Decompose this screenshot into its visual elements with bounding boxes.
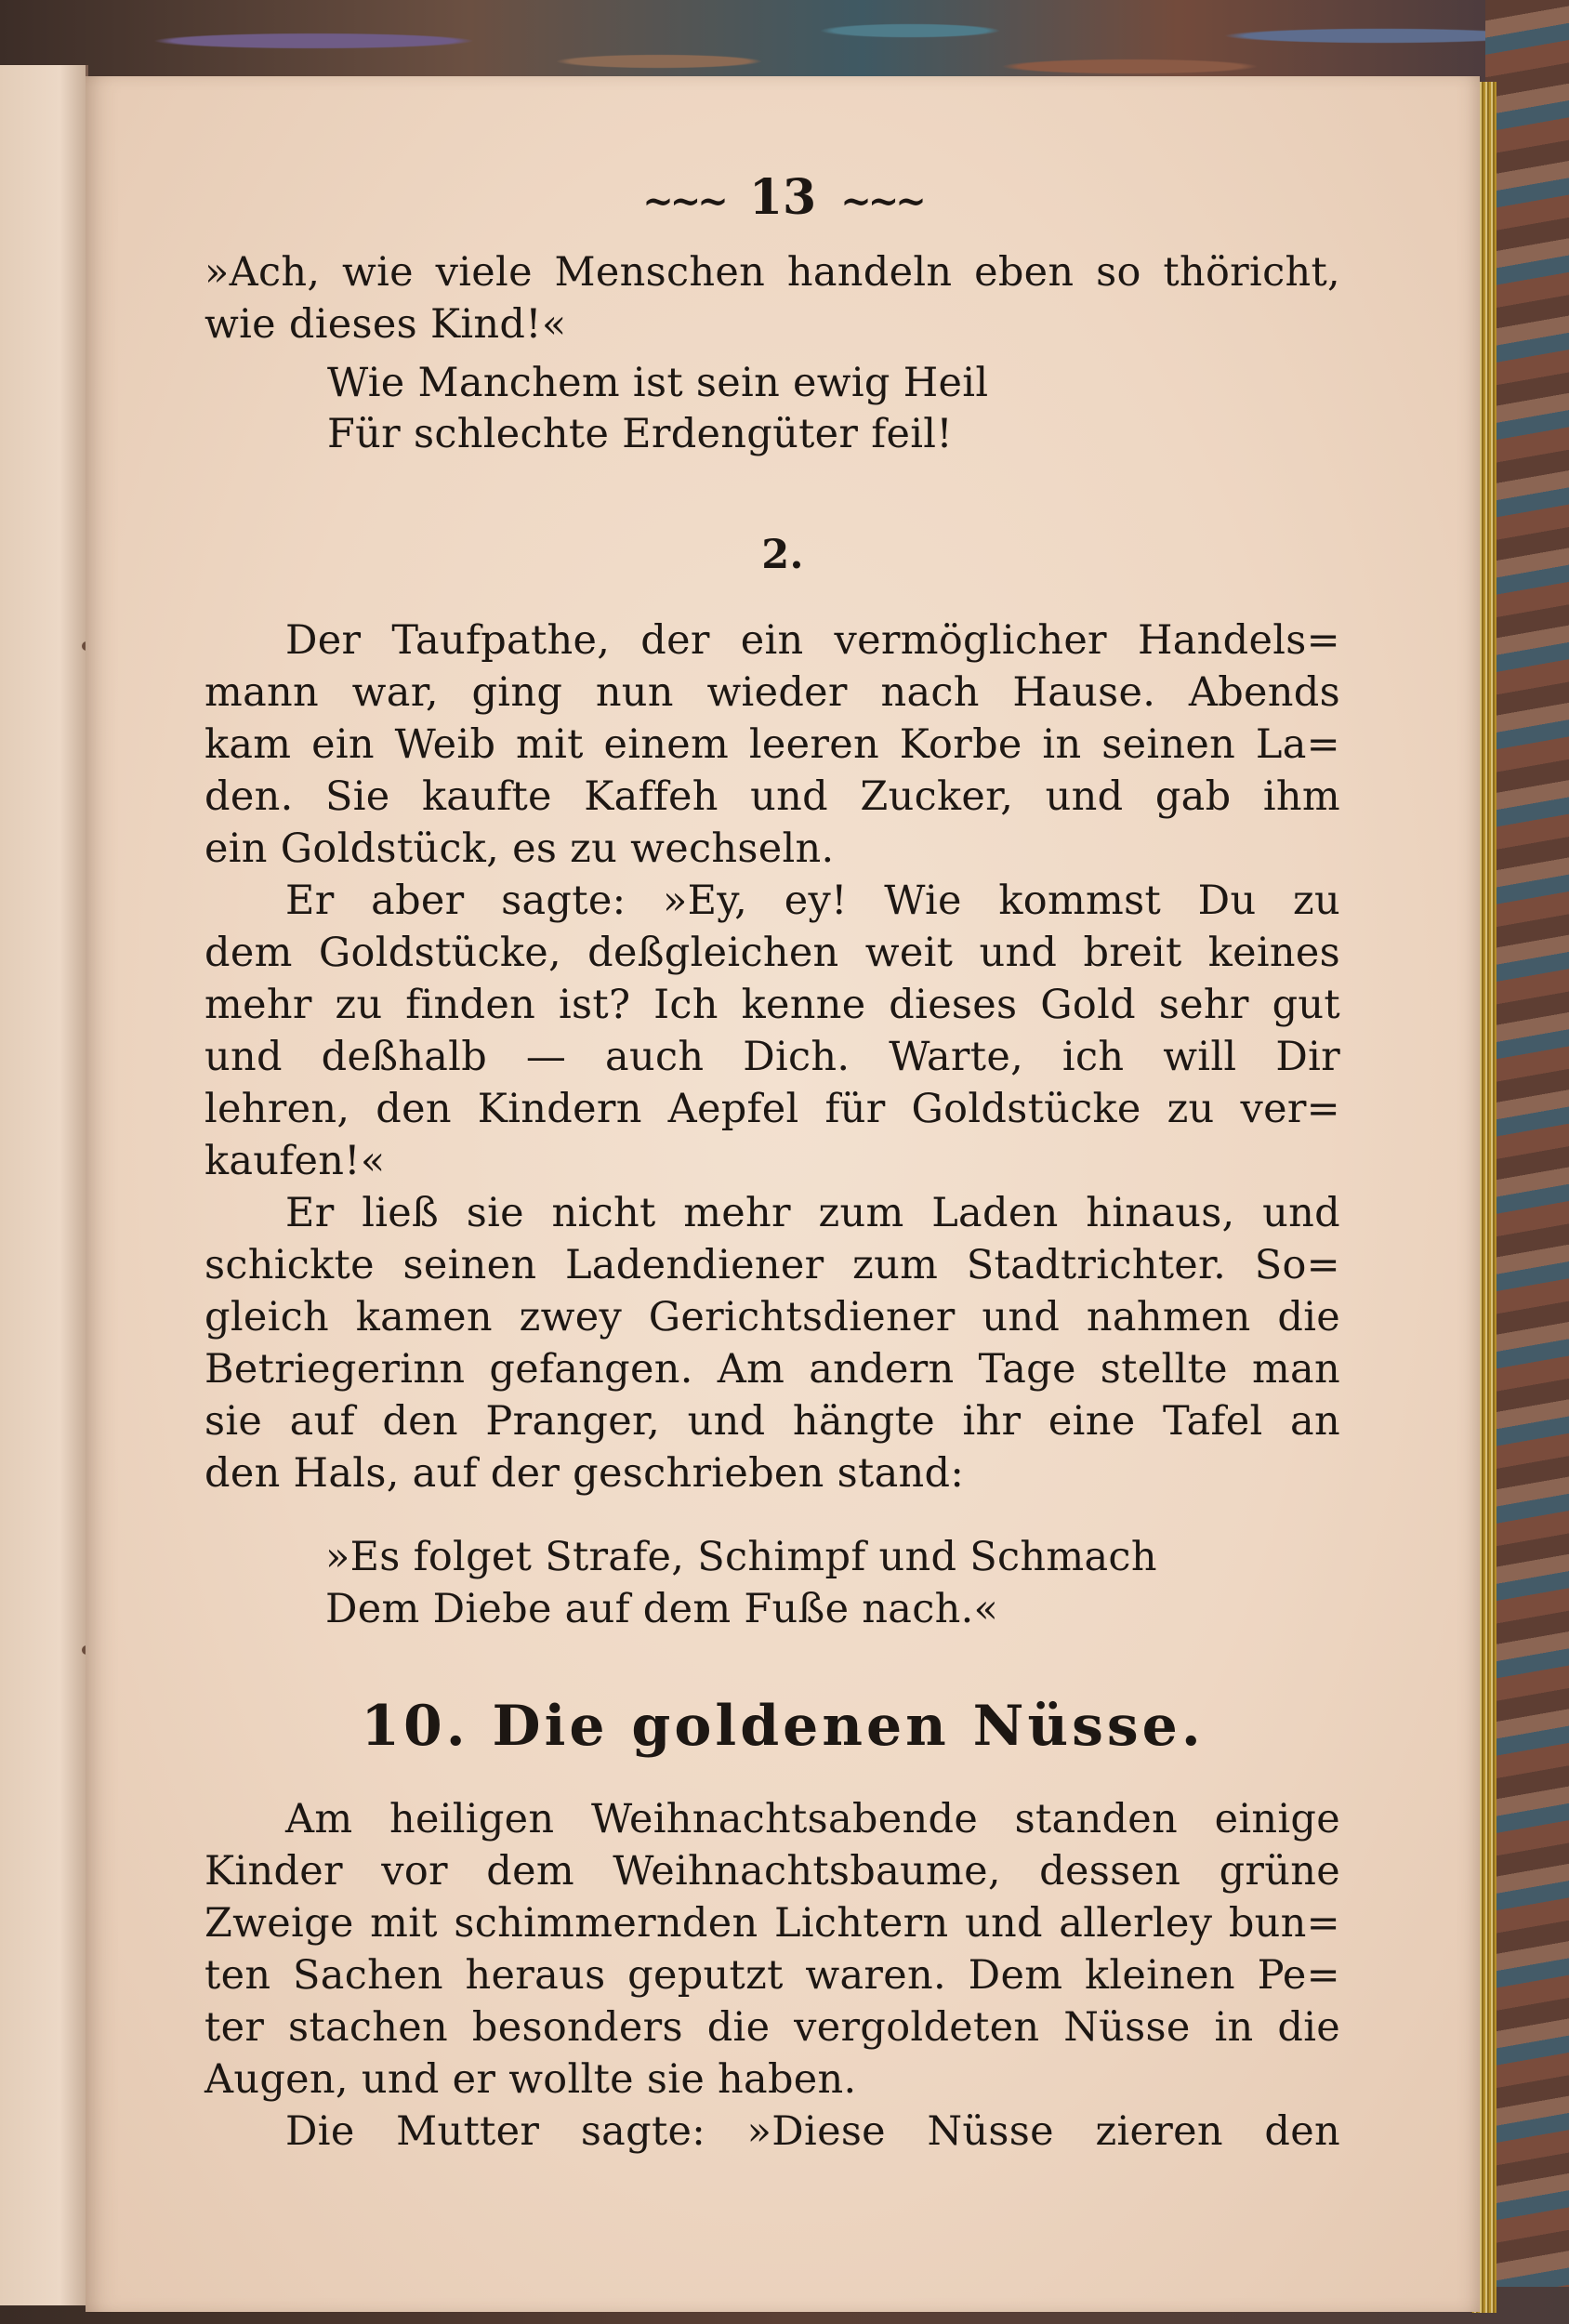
chapter-heading: 10. Die goldenen Nüsse. — [361, 1694, 1205, 1759]
text-line: lehren, den Kindern Aepfel für Goldstücke zu ver= — [204, 1086, 1340, 1132]
text-line: Zweige mit schimmernden Lichtern und allerley bun= — [204, 1900, 1340, 1947]
verse-line: »Es folget Strafe, Schimpf und Schmach — [325, 1534, 1157, 1580]
book-page — [86, 76, 1480, 2312]
text-line: Er ließ sie nicht mehr zum Laden hinaus, und — [285, 1190, 1340, 1236]
text-line: mehr zu finden ist? Ich kenne dieses Gold sehr gut — [204, 982, 1340, 1028]
text-line: mann war, ging nun wieder nach Hause. Abends — [204, 669, 1340, 716]
text-line: »Ach, wie viele Menschen handeln eben so thöricht, — [204, 249, 1340, 296]
text-line: schickte seinen Ladendiener zum Stadtrichter. So= — [204, 1242, 1340, 1288]
page-header — [86, 169, 1480, 226]
text-line: den Hals, auf der geschrieben stand: — [204, 1450, 965, 1497]
book-cover-right — [1485, 0, 1569, 2324]
text-line: sie auf den Pranger, und hängte ihr eine Tafel an — [204, 1398, 1340, 1445]
text-line: Der Taufpathe, der ein vermöglicher Handels= — [285, 617, 1340, 664]
verse-line: Dem Diebe auf dem Fuße nach.« — [325, 1586, 999, 1632]
text-line: kam ein Weib mit einem leeren Korbe in seinen La= — [204, 721, 1340, 768]
text-line: Kinder vor dem Weihnachtsbaume, dessen grüne — [204, 1848, 1340, 1895]
text-line: ein Goldstück, es zu wechseln. — [204, 825, 835, 872]
text-line: ten Sachen heraus geputzt waren. Dem kleinen Pe= — [204, 1952, 1340, 1999]
text-line: und deßhalb — auch Dich. Warte, ich will Dir — [204, 1034, 1340, 1080]
verse-line: Für schlechte Erdengüter feil! — [327, 411, 953, 457]
text-line: den. Sie kaufte Kaffeh und Zucker, und gab ihm — [204, 773, 1340, 820]
text-line: Die Mutter sagte: »Diese Nüsse zieren den — [285, 2108, 1340, 2155]
text-line: gleich kamen zwey Gerichtsdiener und nahmen die — [204, 1294, 1340, 1340]
text-line: dem Goldstücke, deßgleichen weit und breit keines — [204, 930, 1340, 976]
ornament-left: ~~~ — [642, 179, 725, 223]
section-number: 2. — [761, 532, 804, 578]
page-number: 13 — [748, 169, 817, 226]
text-line: Betriegerinn gefangen. Am andern Tage stellte man — [204, 1346, 1340, 1393]
text-line: wie dieses Kind!« — [204, 301, 567, 348]
text-line: kaufen!« — [204, 1138, 386, 1184]
text-line: Augen, und er wollte sie haben. — [204, 2056, 857, 2103]
verse-line: Wie Manchem ist sein ewig Heil — [327, 360, 989, 406]
text-line: Er aber sagte: »Ey, ey! Wie kommst Du zu — [285, 878, 1340, 924]
previous-page-edge — [0, 65, 88, 2305]
text-line: ter stachen besonders die vergoldeten Nüsse in die — [204, 2004, 1340, 2051]
ornament-right: ~~~ — [840, 179, 923, 223]
text-line: Am heiligen Weihnachtsabende standen einige — [285, 1796, 1340, 1842]
